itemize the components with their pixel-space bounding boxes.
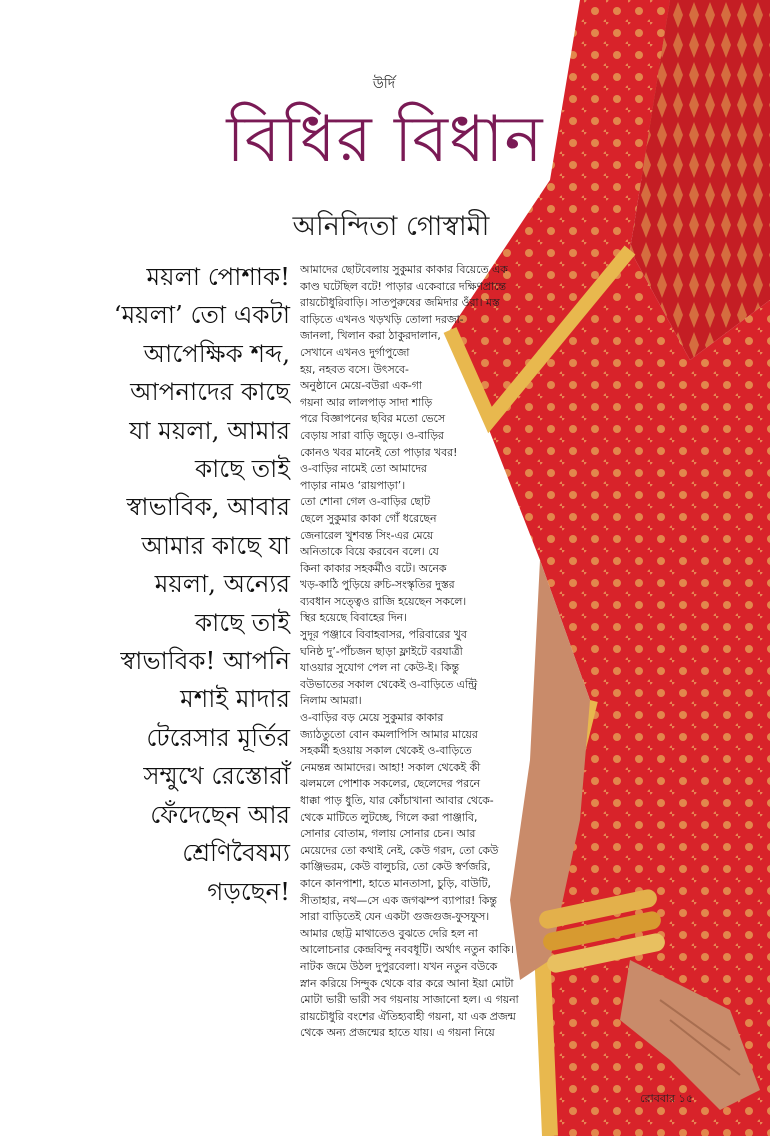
body-line: থেকে অন্য প্রজন্মের হাতে যায়। এ গয়না নিয়ে (300, 1026, 495, 1040)
page-footer: রোববার ১৫ (640, 1092, 693, 1105)
article-body (300, 262, 550, 1042)
body-line: পাড়ার নামও ‘রায়পাড়া’। (300, 478, 406, 492)
pull-quote-line: আপনাদের কাছে (130, 377, 290, 407)
body-line: স্নান করিয়ে সিন্দুক থেকে বার করে আনা ইয়া মোটা (300, 976, 514, 990)
body-line: পরে বিজ্ঞাপনের ছবির মতো ভেসে (300, 412, 445, 426)
body-line: জ্যাঠতুতো বোন কমলাপিসি আমার মায়ের (300, 727, 478, 741)
section-label: উর্দি (372, 76, 396, 92)
body-line: ঘনিষ্ঠ দু’-পাঁচজন ছাড়া ফ্লাইটে বরযাত্রী (300, 644, 463, 658)
body-line: নাটক জমে উঠল দুপুরবেলা। যখন নতুন বউকে (300, 959, 498, 973)
author-name: অনিন্দিতা গোস্বামী (292, 211, 490, 242)
pull-quote-line: গড়ছেন! (207, 876, 290, 906)
body-line: মেয়েদের তো কথাই নেই, কেউ গরদ, তো কেউ (300, 843, 499, 857)
pull-quote-line: ময়লা পোশাক! (146, 262, 290, 291)
pull-quote-line: টেরেসার মূর্তির (146, 722, 290, 752)
body-line: সারা বাড়িতেই যেন একটা গুজগুজ-ফুসফুস। (300, 910, 490, 924)
pull-quote-line: মশাই মাদার (180, 684, 290, 714)
body-line: রায়চৌধুরিবাড়ি। সাতপুরুষের জমিদার ওঁরা। মস্ত (300, 296, 500, 310)
pull-quote-line: কাছে তাই (195, 607, 290, 637)
body-line: ও-বাড়ির বড় মেয়ে সুকুমার কাকার (300, 711, 444, 725)
body-line: আমার ছোট্ট মাথাতেও বুঝতে দেরি হল না (300, 926, 478, 940)
body-line: কাঞ্জিভরম, কেউ বালুচরি, তো কেউ স্বর্ণজরি, (300, 860, 491, 874)
body-line: গয়না আর লালপাড় সাদা শাড়ি (300, 395, 433, 409)
pull-quote-line: কাছে তাই (195, 454, 290, 484)
body-line: আমাদের ছোটবেলায় সুকুমার কাকার বিয়েতে এক (300, 263, 508, 276)
body-line: মোটা ভারী ভারী সব গয়নায় সাজানো হল। এ গয়না (300, 993, 519, 1007)
body-line: ব্যবধান সত্ত্বেও রাজি হয়েছেন সকলে। (300, 594, 467, 608)
body-line: জেনারেল খুশবন্ত সিং-এর মেয়ে (300, 528, 434, 542)
body-line: তো শোনা গেল ও-বাড়ির ছোট (300, 495, 430, 509)
body-line: হয়, নহবত বসে। উৎসবে- (300, 362, 409, 376)
body-line: থেকে মাটিতে লুটচ্ছে, গিলে করা পাঞ্জাবি, (300, 810, 478, 824)
pull-quote-line: স্বাভাবিক, আবার (126, 492, 290, 522)
body-line: বেড়ায় সারা বাড়ি জুড়ে। ও-বাড়ির (300, 428, 444, 442)
body-line: অনুষ্ঠানে মেয়ে-বউরা এক-গা (300, 379, 422, 393)
body-line: রায়চৌধুরি বংশের ঐতিহ্যবাহী গয়না, যা এক প্রজন্ম (300, 1009, 516, 1023)
body-line: খড়-কাঠি পুড়িয়ে রুচি-সংস্কৃতির দুস্তর (300, 578, 455, 592)
pull-quote-line: ‘ময়লা’ তো একটা (113, 300, 290, 330)
body-line: ছেলে সুকুমার কাকা গোঁ ধরেছেন (300, 511, 437, 525)
body-line: কোনও খবর মানেই তো পাড়ার খবর! (300, 445, 458, 459)
body-line: স্থির হয়েছে বিবাহের দিন। (300, 611, 407, 625)
body-line: সহকর্মী হওয়ায় সকাল থেকেই ও-বাড়িতে (300, 744, 472, 758)
body-line: নিলাম আমরা। (300, 694, 362, 708)
body-line: জানলা, খিলান করা ঠাকুরদালান, (300, 329, 441, 343)
article-title: বিধির বিধান (226, 103, 544, 177)
pull-quote-line: ময়লা, অন্যের (154, 569, 290, 599)
body-line: সেখানে এখনও দুর্গাপুজো (300, 345, 410, 359)
pull-quote-line: যা ময়লা, আমার (129, 415, 290, 445)
pull-quote-line: ফেঁদেছেন আর (150, 799, 290, 829)
body-line: সোনার বোতাম, গলায় সোনার চেন। আর (300, 827, 476, 841)
pull-quote-line: আপেক্ষিক শব্দ, (143, 338, 290, 368)
body-line: কিনা কাকার সহকর্মীও বটে। অনেক (300, 561, 447, 575)
body-line: নেমন্তন্ন আমাদের। আহা! সকাল থেকেই কী (300, 760, 481, 774)
body-line: কানে কানপাশা, হাতে মানতাসা, চুড়ি, বাউটি, (300, 876, 491, 890)
body-line: ধাক্কা পাড় ধুতি, যার কোঁচাখানা আবার থেকে- (300, 794, 494, 807)
body-line: কাণ্ড ঘটেছিল বটে! পাড়ার একেবারে দক্ষিণপ্রান্তে (300, 279, 506, 293)
body-line: বাড়িতে এখনও খড়খড়ি তোলা দরজা- (300, 312, 464, 326)
body-line: যাওয়ার সুযোগ পেল না কেউ-ই। কিন্তু (300, 661, 459, 675)
pull-quote-line: স্বাভাবিক! আপনি (120, 646, 290, 676)
body-line: সুদূর পঞ্জাবে বিবাহবাসর, পরিবারের খুব (300, 628, 467, 642)
body-line: ঝলমলে পোশাক সকলের, ছেলেদের পরনে (300, 777, 480, 791)
body-line: সীতাহার, নথ—সে এক জগঝম্প ব্যাপার! কিন্তু (300, 893, 497, 907)
pull-quote-line: শ্রেণিবৈষম্য (182, 838, 290, 868)
pull-quote-line: আমার কাছে যা (141, 530, 290, 560)
pull-quote-line: সম্মুখে রেস্তোরাঁ (143, 761, 290, 791)
body-line: আলোচনার কেন্দ্রবিন্দু নববধূটি। অর্থাৎ নতুন কাকি। (300, 943, 514, 957)
body-line: ও-বাড়ির নামেই তো আমাদের (300, 462, 427, 476)
body-line: অনিতাকে বিয়ে করবেন বলে। যে (300, 545, 439, 559)
pull-quote (40, 258, 290, 911)
body-line: বউভাতের সকাল থেকেই ও-বাড়িতে এন্ট্রি (300, 677, 478, 691)
